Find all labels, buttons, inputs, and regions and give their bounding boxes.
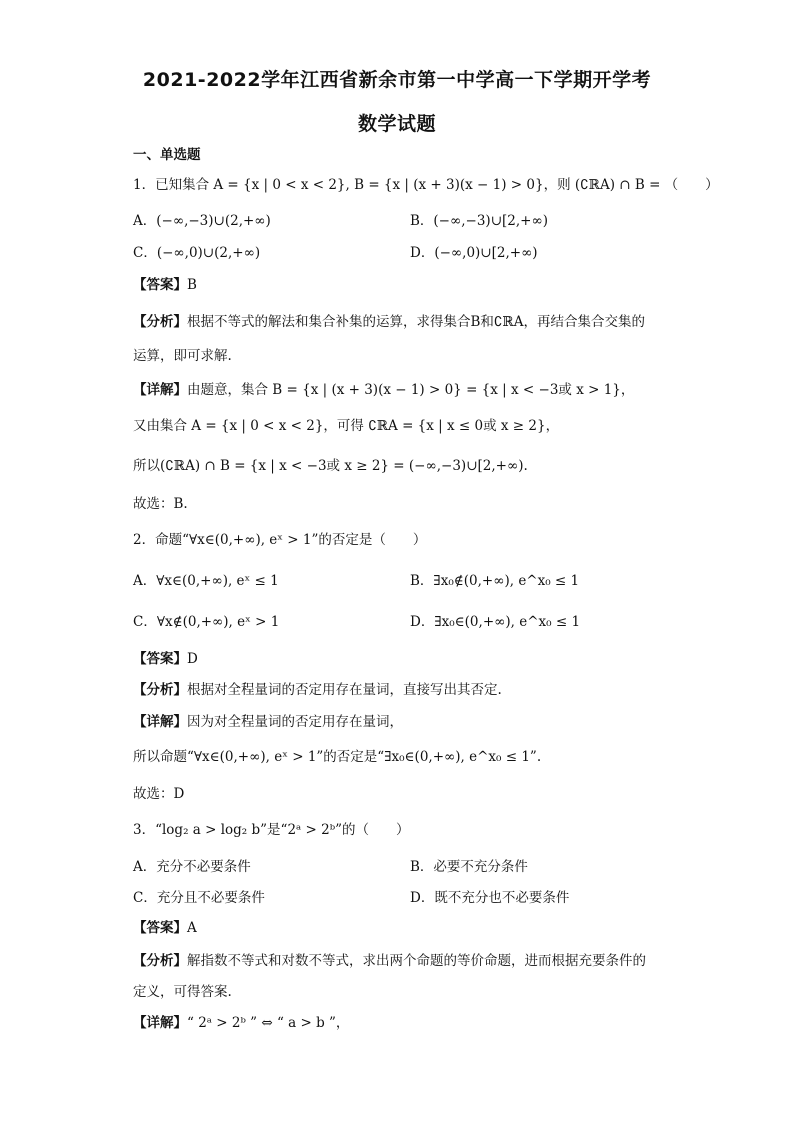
answer-value: B [187, 277, 197, 293]
detail-tag: 【详解】 [133, 382, 187, 398]
analysis-text: 根据对全程量词的否定用存在量词，直接写出其否定. [187, 682, 502, 698]
section-heading: 一、单选题 [133, 147, 201, 163]
question-stem: 3．“log₂ a > log₂ b”是“2ᵃ > 2ᵇ”的（ ） [133, 822, 410, 838]
analysis-line [133, 312, 645, 332]
detail-text: 由题意，集合 B = {x | (x + 3)(x − 1) > 0} = {x | x < −3或 x > 1}， [187, 382, 635, 398]
answer-tag: 【答案】 [133, 277, 187, 293]
document-title: 2021-2022学年江西省新余市第一中学高一下学期开学考 [142, 69, 652, 91]
analysis-text-cont: 运算，即可求解. [133, 348, 232, 364]
answer-line [133, 275, 197, 295]
detail-tag: 【详解】 [133, 1015, 187, 1031]
option-d: D．既不充分也不必要条件 [410, 890, 570, 906]
answer-tag: 【答案】 [133, 651, 187, 667]
option-c: C．充分且不必要条件 [133, 890, 265, 906]
detail-tag: 【详解】 [133, 714, 187, 730]
answer-line [133, 918, 197, 938]
document-subtitle: 数学试题 [357, 113, 436, 135]
analysis-tag: 【分析】 [133, 682, 187, 698]
detail-line [133, 1013, 349, 1033]
analysis-line [133, 680, 502, 700]
question-stem: 2．命题“∀x∈(0,+∞), eˣ > 1”的否定是（ ） [133, 532, 427, 548]
conclusion: 故选：D [133, 786, 185, 802]
answer-value: A [187, 920, 197, 936]
detail-text: 因为对全程量词的否定用存在量词， [187, 714, 403, 730]
detail-line [133, 380, 634, 400]
option-b: B．(−∞,−3)∪[2,+∞) [410, 213, 548, 229]
option-b: B．必要不充分条件 [410, 859, 528, 875]
option-a: A．∀x∈(0,+∞), eˣ ≤ 1 [133, 573, 279, 589]
analysis-text: 解指数不等式和对数不等式，求出两个命题的等价命题，进而根据充要条件的 [187, 953, 646, 969]
option-d: D．(−∞,0)∪[2,+∞) [410, 245, 538, 261]
question-stem: 1．已知集合 A = {x | 0 < x < 2}, B = {x | (x + 3)(x − 1) > 0}，则 (∁ℝA) ∩ B = （ ） [133, 177, 719, 193]
analysis-text: 根据不等式的解法和集合补集的运算，求得集合B和∁ℝA，再结合集合交集的 [187, 314, 645, 330]
conclusion: 故选：B. [133, 496, 188, 512]
analysis-line [133, 951, 646, 971]
detail-line [133, 712, 403, 732]
answer-value: D [187, 651, 198, 667]
detail-text: “ 2ᵃ > 2ᵇ ” ⇔ “ a > b ”， [187, 1015, 350, 1031]
answer-tag: 【答案】 [133, 920, 187, 936]
option-c: C．∀x∉(0,+∞), eˣ > 1 [133, 614, 280, 630]
detail-text-2: 所以命题“∀x∈(0,+∞), eˣ > 1”的否定是“∃x₀∈(0,+∞), e^x₀ ≤ 1”. [133, 749, 542, 765]
analysis-tag: 【分析】 [133, 953, 187, 969]
option-a: A．(−∞,−3)∪(2,+∞) [133, 213, 271, 229]
analysis-tag: 【分析】 [133, 314, 187, 330]
option-d: D．∃x₀∈(0,+∞), e^x₀ ≤ 1 [410, 614, 581, 630]
option-a: A．充分不必要条件 [133, 859, 251, 875]
detail-text-2: 又由集合 A = {x | 0 < x < 2}，可得 ∁ℝA = {x | x ≤ 0或 x ≥ 2}， [133, 418, 560, 434]
detail-text-3: 所以(∁ℝA) ∩ B = {x | x < −3或 x ≥ 2} = (−∞,−3)∪[2,+∞). [133, 458, 528, 474]
analysis-text-cont: 定义，可得答案. [133, 984, 232, 1000]
option-c: C．(−∞,0)∪(2,+∞) [133, 245, 261, 261]
option-b: B．∃x₀∉(0,+∞), e^x₀ ≤ 1 [410, 573, 580, 589]
answer-line [133, 649, 198, 669]
